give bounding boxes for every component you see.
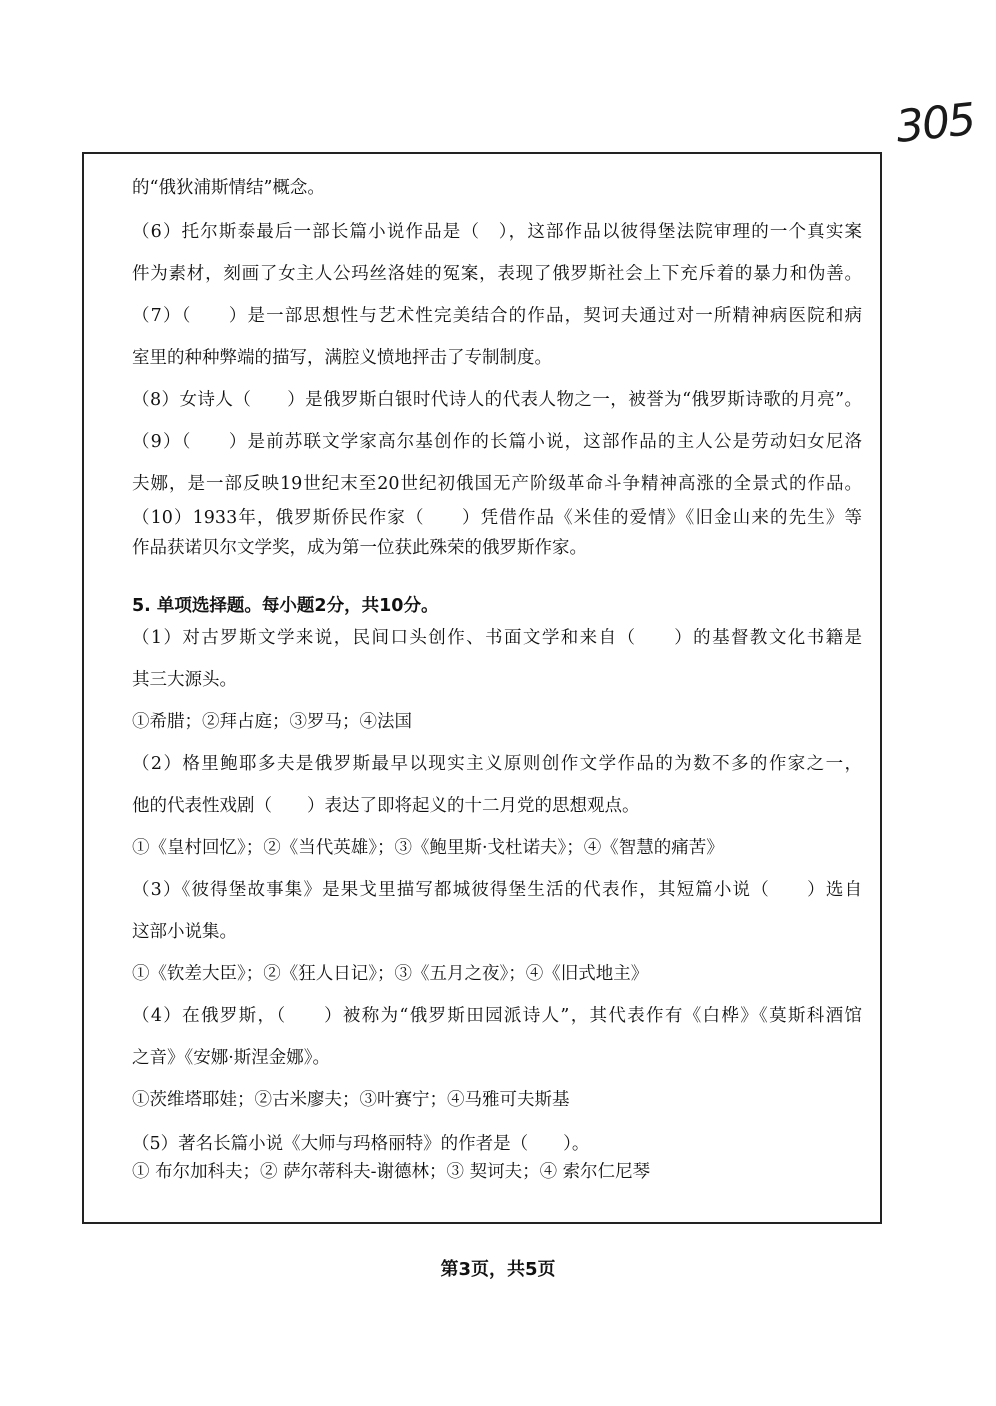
text-line: 夫娜，是一部反映19世纪末至20世纪初俄国无产阶级革命斗争精神高涨的全景式的作品。	[132, 474, 862, 494]
question-line: （4）在俄罗斯，（ ）被称为“俄罗斯田园派诗人”，其代表作有《白桦》《莫斯科酒馆	[132, 1006, 862, 1026]
options-line: ①茨维塔耶娃；②古米廖夫；③叶赛宁；④马雅可夫斯基	[132, 1090, 570, 1110]
options-line: ①《钦差大臣》；②《狂人日记》；③《五月之夜》；④《旧式地主》	[132, 964, 649, 984]
text-line: 的“俄狄浦斯情结”概念。	[132, 178, 325, 198]
question-line: （2）格里鲍耶多夫是俄罗斯最早以现实主义原则创作文学作品的为数不多的作家之一，	[132, 754, 862, 774]
text-line: （9）（ ）是前苏联文学家高尔基创作的长篇小说，这部作品的主人公是劳动妇女尼洛	[132, 432, 862, 452]
text-line: （10）1933年，俄罗斯侨民作家（ ）凭借作品《米佳的爱情》《旧金山来的先生》等	[132, 508, 862, 528]
question-line: （3）《彼得堡故事集》是果戈里描写都城彼得堡生活的代表作，其短篇小说（ ）选自	[132, 880, 862, 900]
handwritten-page-mark: 305	[893, 94, 977, 153]
text-line: （7）（ ）是一部思想性与艺术性完美结合的作品，契诃夫通过对一所精神病医院和病	[132, 306, 862, 326]
question-line: （1）对古罗斯文学来说，民间口头创作、书面文学和来自（ ）的基督教文化书籍是	[132, 628, 862, 648]
question-line: 这部小说集。	[132, 922, 237, 942]
text-line: 室里的种种弊端的描写，满腔义愤地抨击了专制制度。	[132, 348, 552, 368]
question-line: 之音》《安娜·斯涅金娜》。	[132, 1048, 331, 1068]
page-footer: 第3页，共5页	[440, 1259, 556, 1280]
text-line: （8）女诗人（ ）是俄罗斯白银时代诗人的代表人物之一，被誉为“俄罗斯诗歌的月亮”。	[132, 390, 862, 410]
question-line: （5）著名长篇小说《大师与玛格丽特》的作者是（ ）。	[132, 1134, 590, 1154]
section-heading: 5. 单项选择题。每小题2分，共10分。	[132, 596, 439, 616]
text-line: 件为素材，刻画了女主人公玛丝洛娃的冤案，表现了俄罗斯社会上下充斥着的暴力和伪善。	[132, 264, 862, 284]
question-line: 他的代表性戏剧（ ）表达了即将起义的十二月党的思想观点。	[132, 796, 640, 816]
options-line: ①《皇村回忆》；②《当代英雄》；③《鲍里斯·戈杜诺夫》；④《智慧的痛苦》	[132, 838, 724, 858]
options-line: ①希腊；②拜占庭；③罗马；④法国	[132, 712, 412, 732]
text-line: （6）托尔斯泰最后一部长篇小说作品是（ ），这部作品以彼得堡法院审理的一个真实案	[132, 222, 862, 242]
question-line: 其三大源头。	[132, 670, 237, 690]
options-line: ① 布尔加科夫；② 萨尔蒂科夫-谢德林；③ 契诃夫；④ 索尔仁尼琴	[132, 1162, 651, 1182]
text-line: 作品获诺贝尔文学奖，成为第一位获此殊荣的俄罗斯作家。	[132, 538, 587, 558]
